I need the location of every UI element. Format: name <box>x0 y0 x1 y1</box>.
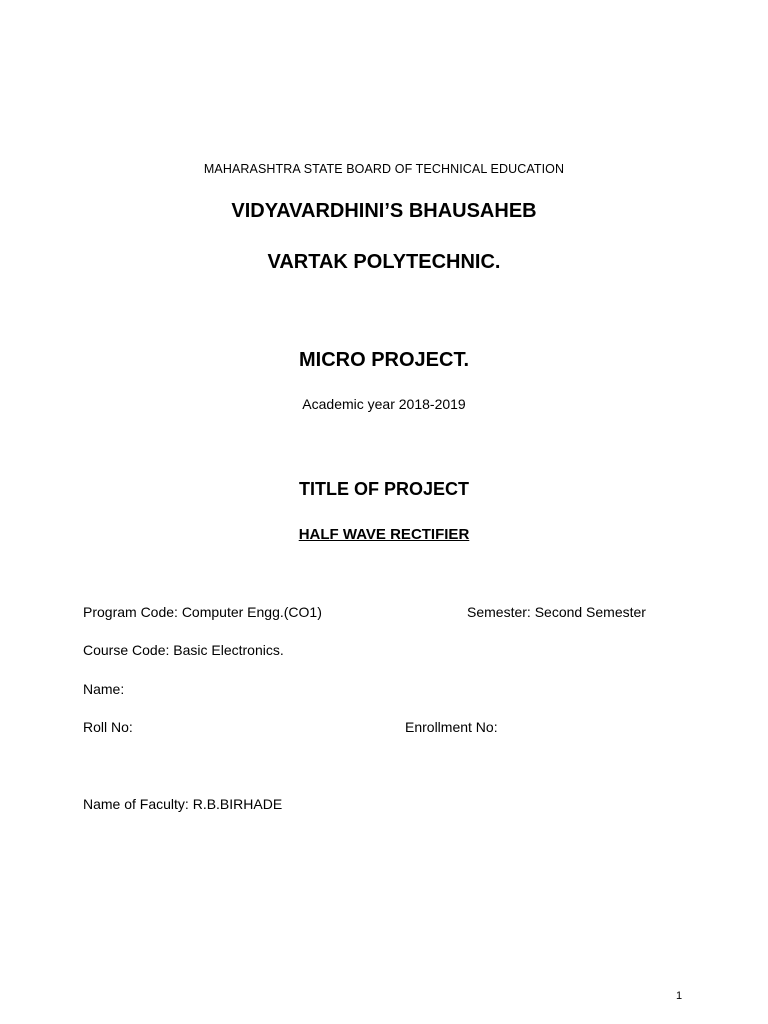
name-field: Name: <box>83 681 125 697</box>
institute-name-line-2: VARTAK POLYTECHNIC. <box>267 251 501 273</box>
board-heading: MAHARASHTRA STATE BOARD OF TECHNICAL EDUCATION <box>203 162 565 176</box>
semester-field: Semester: Second Semester <box>467 604 646 620</box>
program-code-field: Program Code: Computer Engg.(CO1) <box>83 604 322 620</box>
roll-no-field: Roll No: <box>83 719 133 735</box>
project-title-label: TITLE OF PROJECT <box>298 479 469 499</box>
faculty-name-field: Name of Faculty: R.B.BIRHADE <box>83 796 283 812</box>
course-code-field: Course Code: Basic Electronics. <box>83 642 284 658</box>
project-type-heading: MICRO PROJECT. <box>298 349 470 371</box>
institute-name-line-1: VIDYAVARDHINI’S BHAUSAHEB <box>231 200 537 222</box>
enrollment-no-field: Enrollment No: <box>405 719 498 735</box>
academic-year: Academic year 2018-2019 <box>302 396 466 412</box>
project-title-value: HALF WAVE RECTIFIER <box>298 526 470 543</box>
page-number: 1 <box>676 990 683 1002</box>
